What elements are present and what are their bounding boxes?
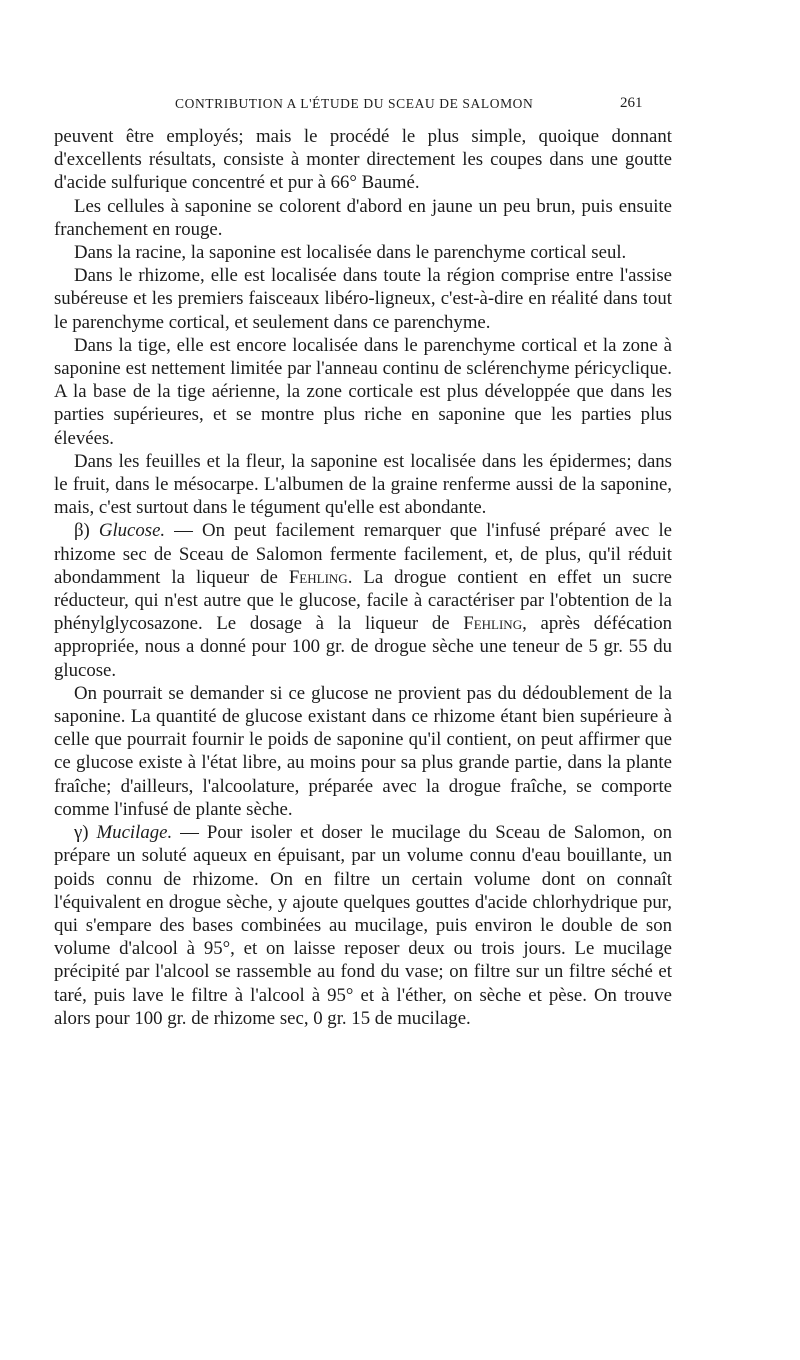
section-heading-mucilage: Mucilage. xyxy=(96,822,173,844)
paragraph-glucose-origin: On pourrait se demander si ce glucose ne provient pas du dédoublement de la saponine. La quantité de glucose existant dans ce rhizome étant bien supérieure à celle que pourrait fournir le poids de saponine qu'il contient, on peut affirmer que ce glucose existe à l'état libre, au moins pour sa plus grande partie, dans la plante fraîche; d'ailleurs, l'alcoolature, préparée avec la drogue fraîche, se comporte comme l'infusé de plante sèche. xyxy=(54,682,672,820)
section-heading-glucose: Glucose. xyxy=(98,520,166,542)
author-fehling: Fehling xyxy=(463,613,523,635)
paragraph-glucose xyxy=(54,519,672,681)
glucose-text-part1: — On peut facilement remarquer que l'infusé préparé avec le rhizome sec de Sceau de Salomon fermente facilement, et, de plus, qu'il réduit abondamment la liqueur de xyxy=(54,520,672,588)
glucose-text-part3: , après défécation appropriée, nous a donné pour 100 gr. de drogue sèche une teneur de 5 gr. 55 du glucose. xyxy=(54,613,673,681)
section-marker-gamma: γ) xyxy=(74,822,97,844)
paragraph-mucilage xyxy=(54,821,672,1030)
running-title: CONTRIBUTION A L'ÉTUDE DU SCEAU DE SALOMON xyxy=(175,96,534,111)
paragraph-stem: Dans la tige, elle est encore localisée dans le parenchyme cortical et la zone à saponine est nettement limitée par l'anneau continu de sclérenchyme péricyclique. A la base de la tige aérienne, la zone corticale est plus développée que dans les parties supérieures, et se montre plus riche en saponine que les parties plus élevées. xyxy=(54,334,672,449)
paragraph-root: Dans la racine, la saponine est localisée dans le parenchyme cortical seul. xyxy=(74,242,627,264)
author-fehling: Fehling xyxy=(288,566,348,588)
body-text xyxy=(54,125,672,1030)
page-number: 261 xyxy=(620,95,643,111)
section-marker-beta: β) xyxy=(74,520,99,542)
paragraph-cell-coloring: Les cellules à saponine se colorent d'abord en jaune un peu brun, puis ensuite franchement en rouge. xyxy=(54,195,672,240)
mucilage-text: — Pour isoler et doser le mucilage du Sceau de Salomon, on prépare un soluté aqueux en épuisant, par un volume connu d'eau bouillante, un poids connu de rhizome. On en filtre un certain volume dont on connaît l'équivalent en drogue sèche, y ajoute quelques gouttes d'acide chlorhydrique pur, qui s'empare des bases combinées au mucilage, puis environ le double de son volume d'alcool à 95°, et on laisse reposer deux ou trois jours. Le mucilage précipité par l'alcool se rassemble au fond du vase; on filtre sur un filtre séché et taré, puis lave le filtre à l'alcool à 95° et à l'éther, on sèche et pèse. On trouve alors pour 100 gr. de rhizome sec, 0 gr. 15 de mucilage. xyxy=(54,822,673,1029)
glucose-text-part2: . La drogue contient en effet un sucre réducteur, qui n'est autre que le glucose, facile à caractériser par l'obtention de la phénylglycosazone. Le dosage à la liqueur de xyxy=(54,566,672,635)
paragraph-rhizome: Dans le rhizome, elle est localisée dans toute la région comprise entre l'assise subéreuse et les premiers faisceaux libéro-ligneux, c'est-à-dire en réalité dans tout le parenchyme cortical, et seulement dans ce parenchyme. xyxy=(54,265,672,333)
paragraph-continued: peuvent être employés; mais le procédé le plus simple, quoique donnant d'excellents résultats, consiste à monter directement les coupes dans une goutte d'acide sulfurique concentré et pur à 66° Baumé. xyxy=(54,126,672,194)
paragraph-leaves-flower: Dans les feuilles et la fleur, la saponine est localisée dans les épidermes; dans le fruit, dans le mésocarpe. L'albumen de la graine renferme aussi de la saponine, mais, c'est surtout dans le tégument qu'elle est abondante. xyxy=(54,450,672,519)
